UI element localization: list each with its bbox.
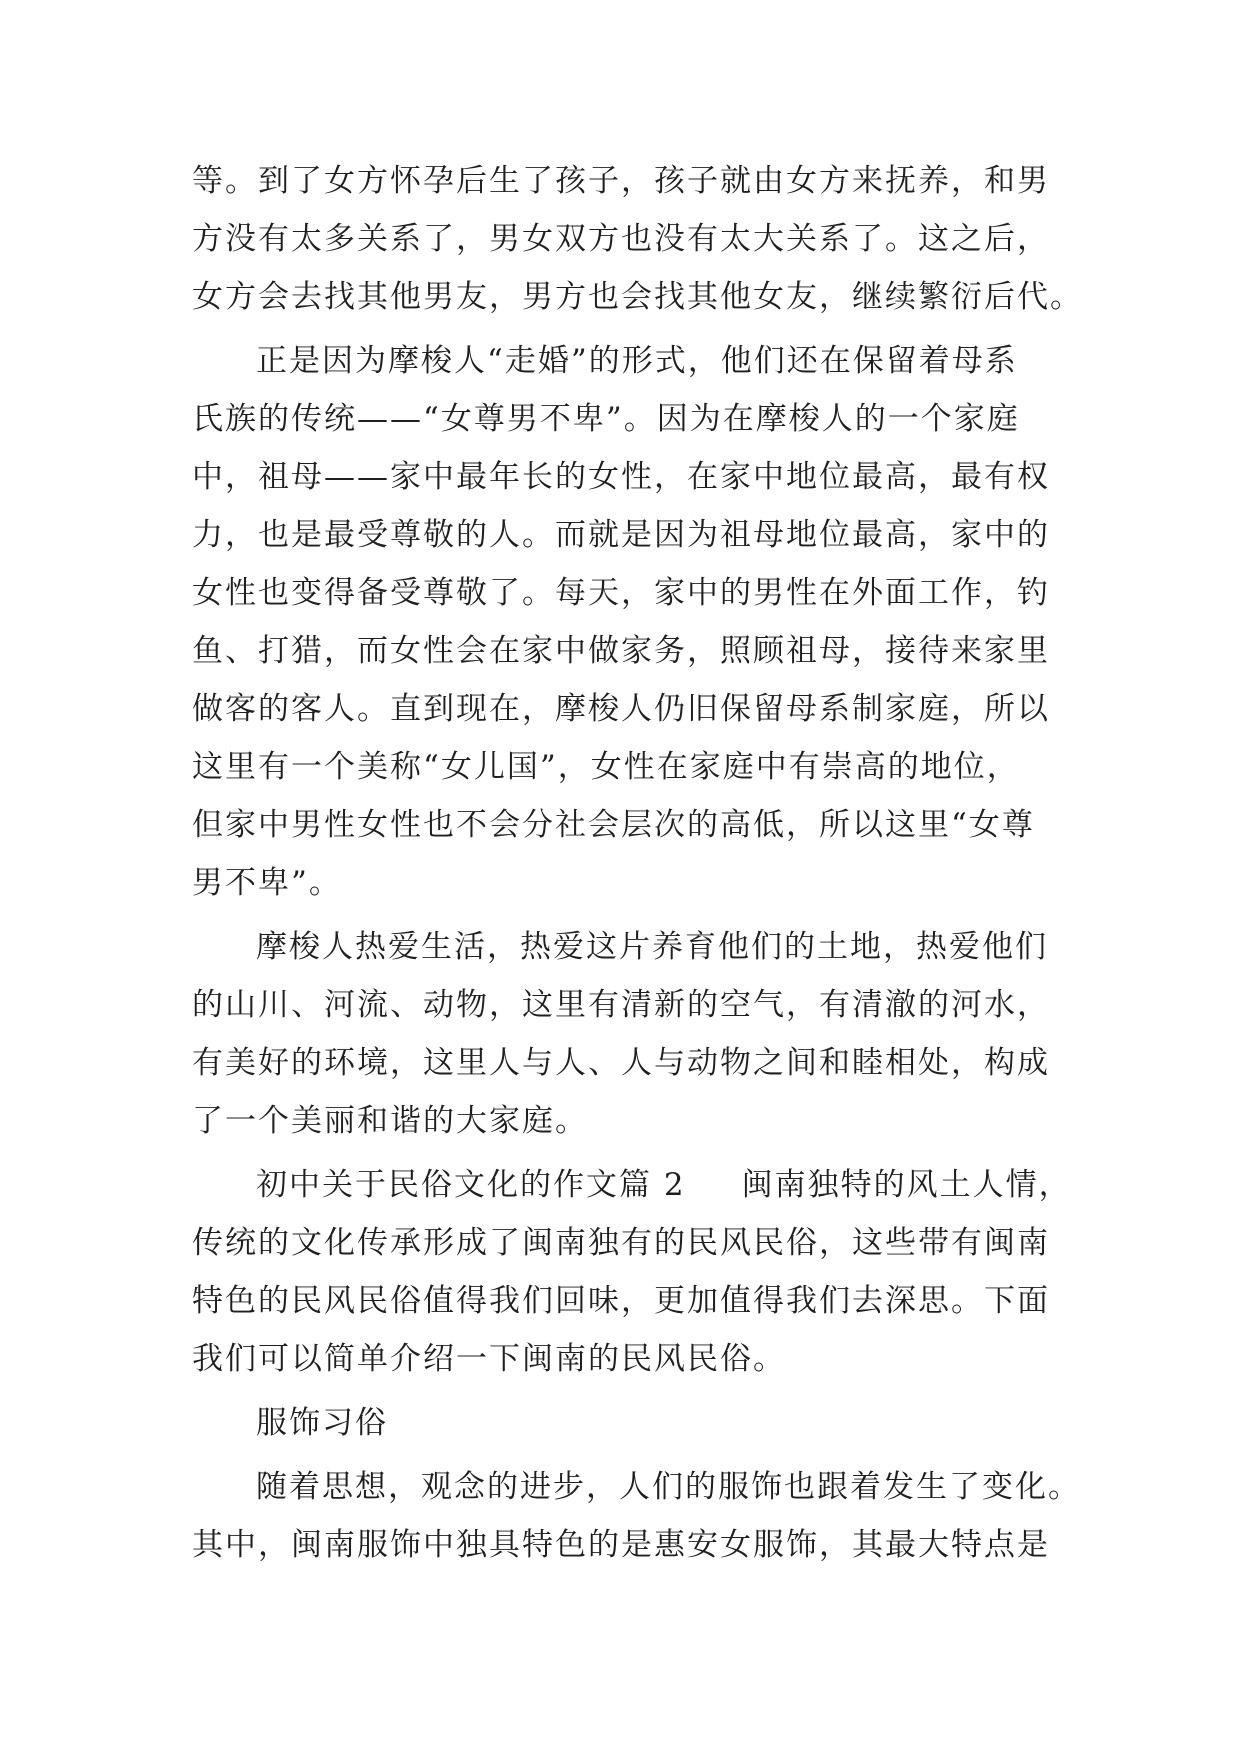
text-line: 其中，闽南服饰中独具特色的是惠安女服饰，其最大特点是 bbox=[192, 1527, 1050, 1563]
text-line: 氏族的传统——“女尊男不卑”。因为在摩梭人的一个家庭 bbox=[192, 401, 1020, 437]
essay-title-line bbox=[192, 1156, 1072, 1214]
text-line: 有美好的环境，这里人与人、人与动物之间和睦相处，构成 bbox=[192, 1045, 1050, 1081]
essay-opening: 闽南独特的风土人情， bbox=[741, 1167, 1072, 1203]
text-line: 女方会去找其他男友，男方也会找其他女友，继续繁衍后代。 bbox=[192, 279, 1083, 315]
text-line: 中，祖母——家中最年长的女性，在家中地位最高，最有权 bbox=[192, 459, 1050, 495]
text-line: 我们可以简单介绍一下闽南的民风民俗。 bbox=[192, 1341, 786, 1377]
text-line: 这里有一个美称“女儿国”，女性在家庭中有崇高的地位， bbox=[192, 749, 1020, 785]
section-heading: 服饰习俗 bbox=[256, 1405, 388, 1441]
text-line: 做客的客人。直到现在，摩梭人仍旧保留母系制家庭，所以 bbox=[192, 691, 1050, 727]
text-line: 等。到了女方怀孕后生了孩子，孩子就由女方来抚养，和男 bbox=[192, 163, 1050, 199]
text-line: 力，也是最受尊敬的人。而就是因为祖母地位最高，家中的 bbox=[192, 517, 1050, 553]
text-line: 男不卑”。 bbox=[192, 865, 342, 901]
text-line: 女性也变得备受尊敬了。每天，家中的男性在外面工作，钓 bbox=[192, 575, 1050, 611]
text-line: 方没有太多关系了，男女双方也没有太大关系了。这之后， bbox=[192, 221, 1050, 257]
paragraph-start-line: 随着思想，观念的进步，人们的服饰也跟着发生了变化。 bbox=[256, 1469, 1081, 1505]
text-line: 传统的文化传承形成了闽南独有的民风民俗，这些带有闽南 bbox=[192, 1225, 1050, 1261]
paragraph-start-line: 正是因为摩梭人“走婚”的形式，他们还在保留着母系 bbox=[256, 343, 1018, 379]
text-line: 鱼、打猎，而女性会在家中做家务，照顾祖母，接待来家里 bbox=[192, 633, 1050, 669]
text-line: 的山川、河流、动物，这里有清新的空气，有清澈的河水， bbox=[192, 987, 1050, 1023]
text-line: 特色的民风民俗值得我们回味，更加值得我们去深思。下面 bbox=[192, 1283, 1050, 1319]
essay-title: 初中关于民俗文化的作文篇 2 bbox=[256, 1167, 686, 1203]
text-line: 了一个美丽和谐的大家庭。 bbox=[192, 1103, 588, 1139]
essay-text bbox=[192, 152, 1083, 1574]
text-line: 但家中男性女性也不会分社会层次的高低，所以这里“女尊 bbox=[192, 807, 1035, 843]
paragraph-start-line: 摩梭人热爱生活，热爱这片养育他们的土地，热爱他们 bbox=[256, 929, 1048, 965]
